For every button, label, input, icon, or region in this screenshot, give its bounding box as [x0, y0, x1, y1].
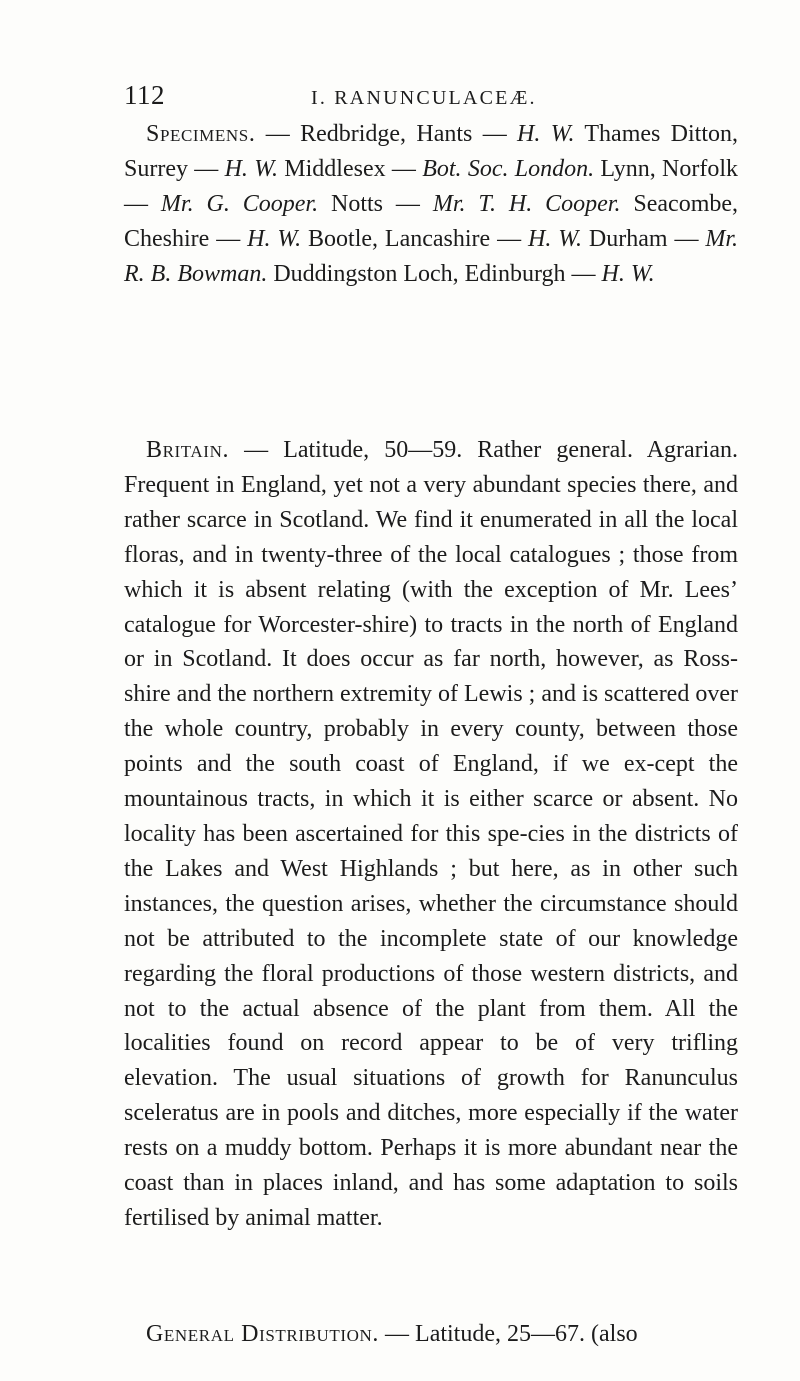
- collector: Mr. R. B. Bowman.: [124, 225, 739, 287]
- collector: H. W.: [247, 225, 302, 252]
- collector: H. W.: [224, 155, 278, 182]
- collector: H. W.: [517, 121, 575, 147]
- specimens-text: Seacombe, Cheshire —: [124, 190, 739, 252]
- running-title: I. RANUNCULACEÆ.: [311, 87, 537, 109]
- britain-text: — Latitude, 50—59. Rather general. Agrarian. Frequent in England, yet not a very abundant species there, and rather scarce in Scotland. We find it enumerated in all the local floras, and in twenty-three of the local catalogues ; those from which it is absent relating (with the exception of Mr. Lees’ catalogue for Worcester-shire) to tracts in the north of England or in Scotland. It does occur as far north, however, as Ross-shire and the northern extremity of Lewis ; and is scattered over the whole country, probably in every county, between those points and the south coast of England, if we ex-cept the mountainous tracts, in which it is either scarce or absent. No locality has been ascertained for this spe-cies in the districts of the Lakes and West Highlands ; but here, as in other such instances, the question arises, whether the circumstance should not be attributed to the incomplete state of our knowledge regarding the floral productions of those western districts, and not to the actual absence of the plant from them. All the localities found on record appear to be of very trifling elevation. The usual situations of growth for Ranunculus sceleratus are in pools and ditches, more especially if the water rests on a muddy bottom. Perhaps it is more abundant near the coast than in places inland, and has some adaptation to soils fertilised by animal matter.: [124, 437, 738, 1231]
- general-distribution-text: — Latitude, 25—67. (also: [379, 1321, 638, 1347]
- specimens-paragraph: [124, 117, 738, 292]
- specimens-text: Notts —: [318, 190, 433, 217]
- collector: H. W.: [601, 260, 655, 287]
- specimens-text: — Redbridge, Hants —: [255, 121, 518, 147]
- page-header: [124, 80, 744, 120]
- specimens-heading: Specimens.: [146, 121, 256, 147]
- specimens-text: Duddingston Loch, Edinburgh —: [267, 260, 602, 287]
- specimens-text: Middlesex —: [278, 155, 423, 182]
- specimens-text: Bootle, Lancashire —: [301, 225, 528, 252]
- britain-paragraph: [124, 433, 738, 1236]
- specimens-text: Thames Ditton, Surrey —: [124, 121, 739, 182]
- collector: H. W.: [528, 225, 583, 252]
- specimens-text: Lynn, Norfolk —: [124, 155, 739, 217]
- collector: Bot. Soc. London.: [422, 155, 595, 182]
- general-distribution-heading: General Distribution.: [146, 1321, 380, 1347]
- specimens-text: Durham —: [582, 225, 706, 252]
- general-distribution-paragraph: [124, 1317, 738, 1352]
- britain-heading: Britain.: [146, 437, 230, 463]
- collector: Mr. T. H. Cooper.: [432, 190, 621, 217]
- page-number: 112: [124, 80, 165, 110]
- collector: Mr. G. Cooper.: [160, 190, 319, 217]
